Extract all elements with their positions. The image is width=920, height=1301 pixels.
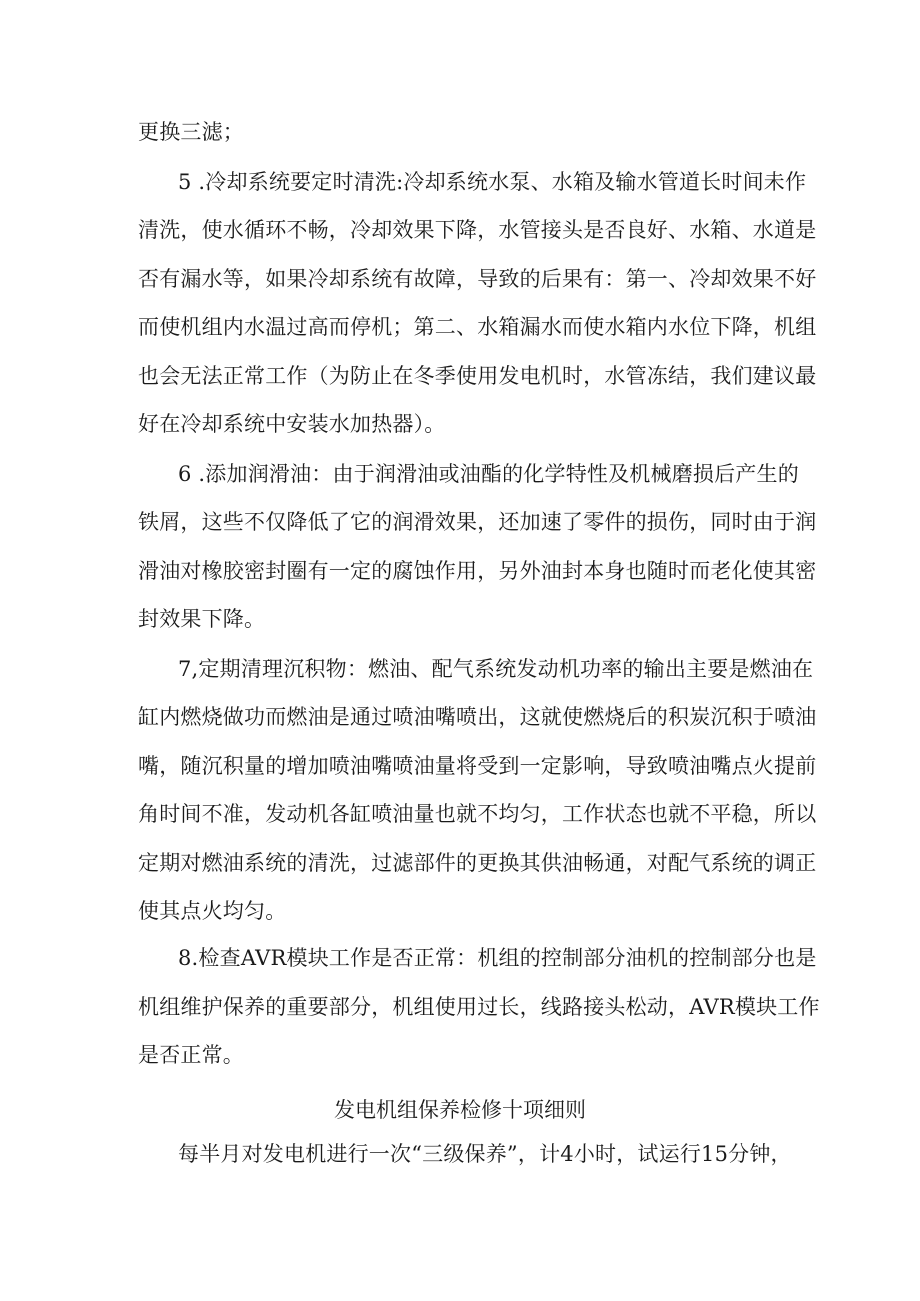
text-line: 也会无法正常工作（为防止在冬季使用发电机时，水管冻结，我们建议最: [138, 364, 817, 388]
text-line: 使其点火均匀。: [138, 899, 287, 923]
text-line: 是否正常。: [138, 1043, 244, 1067]
text-line: 缸内燃烧做功而燃油是通过喷油嘴喷出，这就使燃烧后的积炭沉积于喷油: [138, 705, 817, 729]
text-line: 6 .添加润滑油：由于润滑油或油酯的化学特性及机械磨损后产生的: [178, 462, 799, 486]
text-line: 角时间不准，发动机各缸喷油量也就不均匀，工作状态也就不平稳，所以: [138, 802, 817, 826]
text-line: 5 .冷却系统要定时清洗:冷却系统水泵、水箱及输水管道长时间未作: [178, 170, 807, 194]
section-title: 发电机组保养检修十项细则: [334, 1098, 586, 1122]
text-line: 清洗，使水循环不畅，冷却效果下降，水管接头是否良好、水箱、水道是: [138, 218, 817, 242]
text-line: 滑油对橡胶密封圈有一定的腐蚀作用，另外油封本身也随时而老化使其密: [138, 559, 817, 583]
text-line: 嘴，随沉积量的增加喷油嘴喷油量将受到一定影响，导致喷油嘴点火提前: [138, 754, 817, 778]
text-line: 8.检查AVR模块工作是否正常：机组的控制部分油机的控制部分也是: [178, 946, 817, 970]
text-line: 否有漏水等，如果冷却系统有故障，导致的后果有：第一、冷却效果不好: [138, 267, 817, 291]
text-line: 更换三滤；: [138, 120, 244, 144]
text-line: 好在冷却系统中安装水加热器）。: [138, 412, 446, 436]
text-line: 机组维护保养的重要部分，机组使用过长，线路接头松动，AVR模块工作: [138, 995, 820, 1019]
text-line: 每半月对发电机进行一次“三级保养”，计4小时，试运行15分钟，: [178, 1142, 792, 1166]
text-line: 封效果下降。: [138, 607, 266, 631]
text-line: 铁屑，这些不仅降低了它的润滑效果，还加速了零件的损伤，同时由于润: [138, 510, 817, 534]
text-line: 定期对燃油系统的清洗，过滤部件的更换其供油畅通，对配气系统的调正: [138, 851, 817, 875]
text-line: 而使机组内水温过高而停机；第二、水箱漏水而使水箱内水位下降，机组: [138, 315, 817, 339]
text-line: 7,定期清理沉积物：燃油、配气系统发动机功率的输出主要是燃油在: [178, 657, 814, 681]
